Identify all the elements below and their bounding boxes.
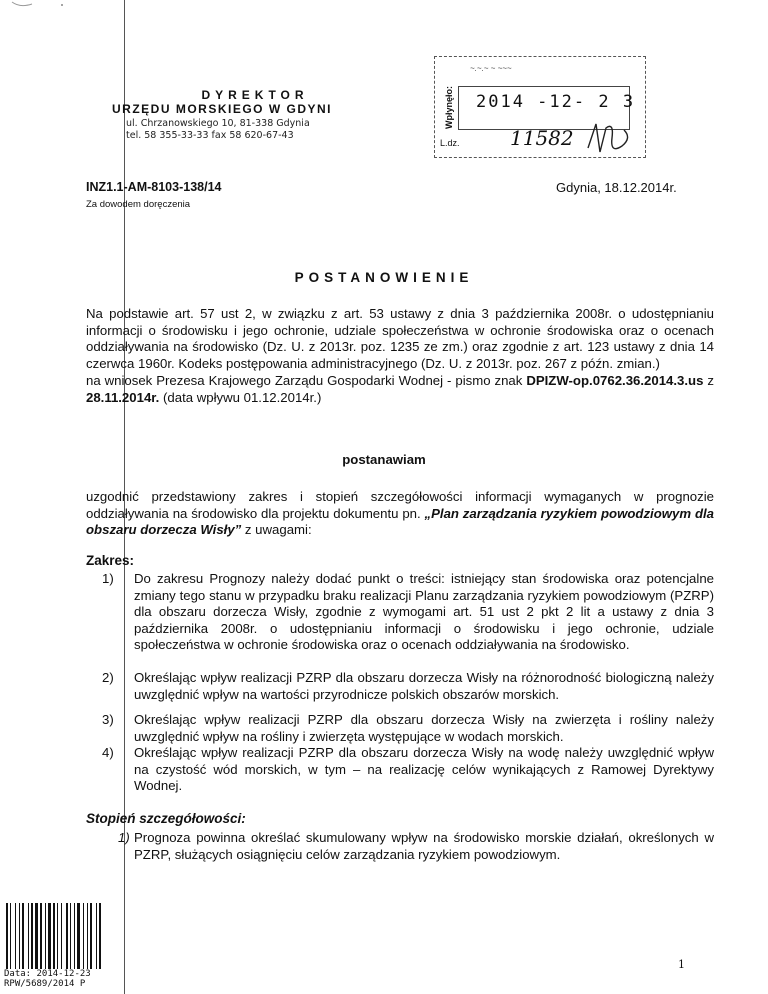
letterhead-phone: tel. 58 355-33-33 fax 58 620-67-43	[126, 130, 294, 141]
scope-item: Określając wpływ realizacji PZRP dla obszaru dorzecza Wisły na wodę należy uwzględnić wpływ na czystość wód morskich, w tym – na realizację celów wynikających z Ramowej Dyrektywy Wodnej.	[134, 745, 714, 793]
decision-document-name: „Plan zarządzania ryzykiem powodziowym dla obszaru dorzecza Wisły”	[86, 505, 714, 537]
decision-paragraph	[86, 489, 714, 539]
scope-heading: Zakres:	[86, 553, 135, 568]
request-reference: DPIZW-op.0762.36.2014.3.us	[526, 373, 704, 388]
request-date: 28.11.2014r.	[86, 389, 160, 405]
place-date: Gdynia, 18.12.2014r.	[556, 180, 677, 195]
stamp-ldz-label: L.dz.	[440, 138, 460, 148]
stamp-header-scribble: ~.~.~ ~ ~~~	[470, 64, 512, 73]
detail-heading: Stopień szczegółowości:	[86, 811, 246, 826]
stamp-date: 2014 -12- 2 3	[476, 92, 636, 112]
scope-item: Określając wpływ realizacji PZRP dla obszaru dorzecza Wisły na zwierzęta i rośliny należy uwzględnić wpływ na rośliny i zwierzęta występujące w wodach morskich.	[134, 712, 714, 744]
letterhead-address: ul. Chrzanowskiego 10, 81-338 Gdynia	[126, 118, 310, 129]
scope-item-number: 4)	[102, 745, 114, 760]
scope-item: Określając wpływ realizacji PZRP dla obszaru dorzecza Wisły na różnorodność biologiczną należy uwzględnić wpływ na wartości przyrodnicze polskich obszarów morskich.	[134, 670, 714, 702]
decision-text-b: z uwagami:	[241, 522, 312, 537]
stamp-received-label: Wpłynęło:	[444, 86, 454, 129]
scope-item: Do zakresu Prognozy należy dodać punkt o treści: istniejący stan środowiska oraz potencjalne zmiany tego stanu w przypadku braku realizacji Planu zarządzania ryzykiem powodziowym (PZRP) dla obszaru dorzecza Wisły, zgodnie z wymogami art. 51 ust 2 pkt 2 lit a ustawy z dnia 3 października 2008r. o udostępnianiu informacji o środowisku i jego ochronie, udziale społeczeństwa w ochronie środowiska oraz o ocenach oddziaływania na środowisko.	[134, 571, 714, 652]
barcode-registry: RPW/5689/2014 P	[4, 979, 86, 989]
scope-item-number: 1)	[102, 571, 114, 586]
request-text-b: z	[703, 373, 714, 388]
decision-text-a: uzgodnić przedstawiony zakres i stopień szczegółowości informacji wymaganych w prognozie oddziaływania na środowisko dla projektu dokumentu pn.	[86, 489, 714, 521]
request-paragraph	[86, 373, 714, 406]
delivery-note: Za dowodem doręczenia	[86, 199, 191, 210]
page-number: 1	[678, 958, 685, 971]
document-title: POSTANOWIENIE	[294, 270, 474, 285]
barcode	[4, 903, 122, 969]
request-text-a: na wniosek Prezesa Krajowego Zarządu Gospodarki Wodnej - pismo znak	[86, 373, 527, 388]
barcode-date: Data: 2014-12-23	[4, 969, 91, 979]
decision-word: postanawiam	[342, 452, 426, 467]
scope-item-number: 2)	[102, 670, 114, 685]
letterhead-title: DYREKTOR	[201, 88, 309, 102]
handwritten-signature	[584, 118, 634, 158]
letterhead-office: URZĘDU MORSKIEGO W GDYNI	[112, 102, 333, 116]
request-text-c: (data wpływu 01.12.2014r.)	[159, 389, 322, 405]
scan-artifact	[10, 0, 70, 8]
detail-item-number: 1)	[118, 830, 130, 845]
barcode-caption	[4, 969, 91, 989]
case-number: INZ1.1-AM-8103-138/14	[86, 180, 222, 194]
stamp-number: 11582	[510, 126, 574, 150]
detail-item: Prognoza powinna określać skumulowany wpływ na środowisko morskie działań, określonych w PZRP, służących osiągnięciu celów zarządzania ryzykiem powodziowym.	[134, 830, 714, 862]
scope-item-number: 3)	[102, 712, 114, 727]
legal-basis-paragraph: Na podstawie art. 57 ust 2, w związku z art. 53 ustawy z dnia 3 października 2008r. o udostępnianiu informacji o środowisku i jego ochronie, udziale społeczeństwa w ochronie środowiska oraz o ocenach oddziaływania na środowisko (Dz. U. z 2013r. poz. 1235 ze zm.) oraz zgodnie z art. 123 ustawy z dnia 14 czerwca 1960r. Kodeks postępowania administracyjnego (Dz. U. z 2013r. poz. 267 z późn. zmian.)	[86, 306, 714, 371]
